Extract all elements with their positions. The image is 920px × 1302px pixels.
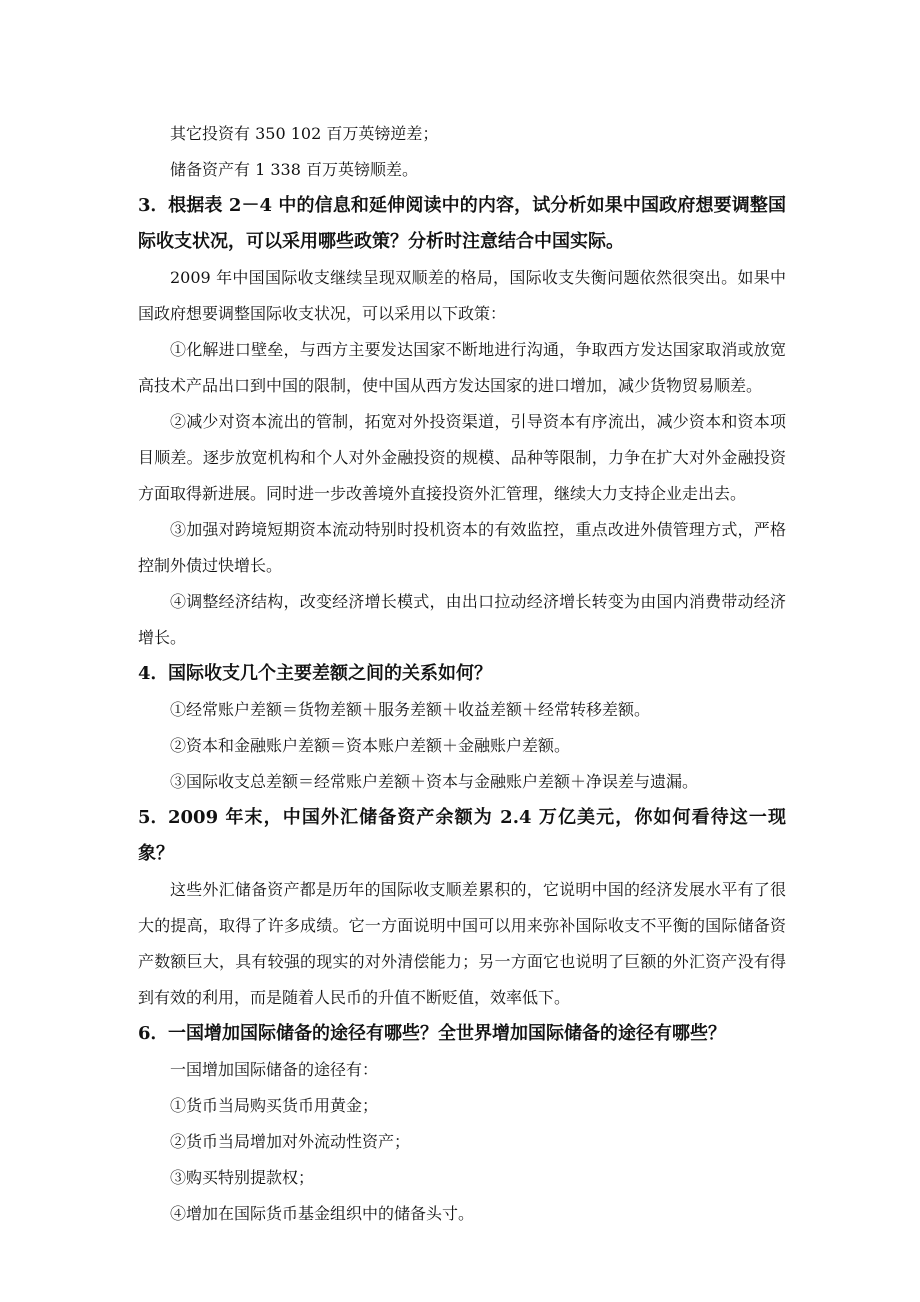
question-text: 国际收支几个主要差额之间的关系如何？ (168, 663, 492, 684)
list-item: ①货币当局购买货币用黄金； (170, 1096, 379, 1115)
question-number: 3． (138, 195, 169, 216)
document-body (138, 116, 786, 1232)
question-text: 2009 年末，中国外汇储备资产余额为 2.4 万亿美元，你如何看待这一现象？ (138, 807, 786, 864)
list-item: ④增加在国际货币基金组织中的储备头寸。 (170, 1204, 475, 1223)
question-text: 一国增加国际储备的途径有哪些？全世界增加国际储备的途径有哪些？ (168, 1023, 726, 1044)
question-heading (138, 656, 786, 692)
paragraph: 储备资产有 1 338 百万英镑顺差。 (170, 160, 418, 179)
paragraph: 2009 年中国国际收支继续呈现双顺差的格局，国际收支失衡问题依然很突出。如果中国政府想要调整国际收支状况，可以采用以下政策： (138, 268, 786, 323)
list-item: ①经常账户差额＝货物差额＋服务差额＋收益差额＋经常转移差额。 (170, 700, 651, 719)
list-item: ③加强对跨境短期资本流动特别时投机资本的有效监控，重点改进外债管理方式，严格控制外债过快增长。 (138, 520, 786, 575)
question-heading (138, 1016, 786, 1052)
list-item: ②减少对资本流出的管制，拓宽对外投资渠道，引导资本有序流出，减少资本和资本项目顺差。逐步放宽机构和个人对外金融投资的规模、品种等限制，力争在扩大对外金融投资方面取得新进展。同时进一步改善境外直接投资外汇管理，继续大力支持企业走出去。 (138, 412, 786, 503)
question-text: 根据表 2－4 中的信息和延伸阅读中的内容，试分析如果中国政府想要调整国际收支状况，可以采用哪些政策？分析时注意结合中国实际。 (138, 195, 786, 252)
question-heading (138, 188, 786, 260)
list-item: ③国际收支总差额＝经常账户差额＋资本与金融账户差额＋净误差与遗漏。 (170, 772, 699, 791)
paragraph: 一国增加国际储备的途径有： (170, 1060, 379, 1079)
list-item: ②货币当局增加对外流动性资产； (170, 1132, 411, 1151)
list-item: ②资本和金融账户差额＝资本账户差额＋金融账户差额。 (170, 736, 571, 755)
question-number: 4． (138, 663, 169, 684)
paragraph: 其它投资有 350 102 百万英镑逆差； (170, 124, 439, 143)
list-item: ④调整经济结构，改变经济增长模式，由出口拉动经济增长转变为由国内消费带动经济增长。 (138, 592, 786, 647)
list-item: ③购买特别提款权； (170, 1168, 315, 1187)
list-item: ①化解进口壁垒，与西方主要发达国家不断地进行沟通，争取西方发达国家取消或放宽高技术产品出口到中国的限制，使中国从西方发达国家的进口增加，减少货物贸易顺差。 (138, 340, 786, 395)
question-heading (138, 800, 786, 872)
question-number: 5． (138, 807, 169, 828)
question-number: 6． (138, 1023, 169, 1044)
paragraph: 这些外汇储备资产都是历年的国际收支顺差累积的，它说明中国的经济发展水平有了很大的提高，取得了许多成绩。它一方面说明中国可以用来弥补国际收支不平衡的国际储备资产数额巨大，具有较强的现实的对外清偿能力；另一方面它也说明了巨额的外汇资产没有得到有效的利用，而是随着人民币的升值不断贬值，效率低下。 (138, 880, 786, 1007)
